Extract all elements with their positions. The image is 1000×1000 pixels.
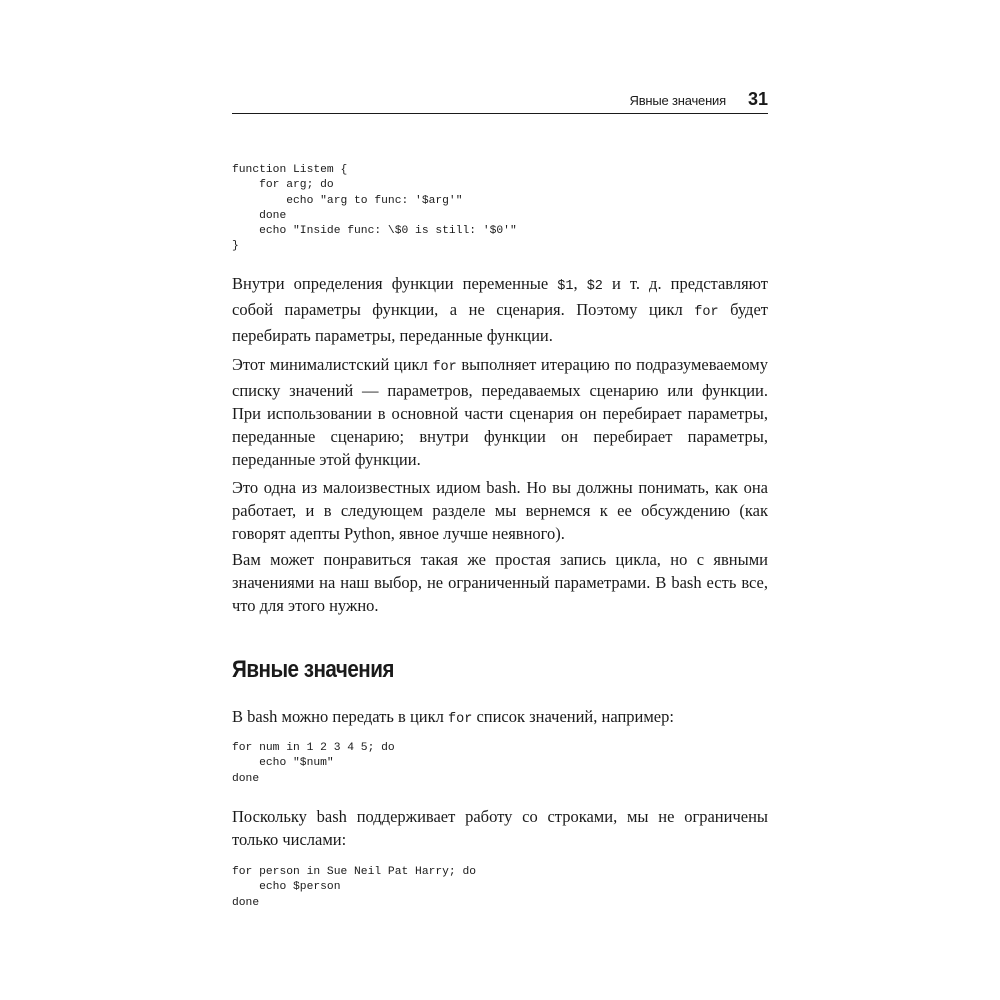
- running-head-title: Явные значения: [629, 93, 726, 108]
- text-run: и т. д. представляют собой параметры функции, а не сценария. Поэтому цикл: [232, 274, 768, 319]
- text-run: Внутри определения функции переменные: [232, 274, 558, 293]
- inline-code: for: [448, 712, 473, 727]
- paragraph-idiom: Это одна из малоизвестных идиом bash. Но вы должны понимать, как она работает, и в следующем разделе мы вернемся к ее обсуждению (как говорят адепты Python, явное лучше неявного).: [232, 478, 768, 543]
- running-head: [232, 88, 768, 114]
- text-run: список значений, например:: [472, 707, 674, 726]
- inline-code: $2: [586, 279, 603, 294]
- page-number: 31: [747, 89, 768, 109]
- code-block-listem: function Listem { for arg; do echo "arg to func: '$arg'" done echo "Inside func: \$0 is still: '$0'" }: [232, 164, 517, 253]
- text-run: выполняет итерацию по подразумеваемому списку значений — параметров, передаваемых сценарию или функции. При использовании в основной части сценария он перебирает параметры, переданные сценарию; внутри функции он перебирает параметры, переданные этой функции.: [232, 355, 768, 469]
- code-block-numbers: for num in 1 2 3 4 5; do echo "$num" done: [232, 742, 395, 785]
- inline-code: $1: [557, 279, 574, 294]
- paragraph-strings: Поскольку bash поддерживает работу со строками, мы не ограничены только числами:: [232, 807, 768, 849]
- text-run: Этот минималистский цикл: [232, 355, 433, 374]
- inline-code: for: [432, 360, 457, 375]
- inline-code: for: [694, 305, 719, 320]
- paragraph-minimal-loop: [232, 353, 768, 471]
- book-page: [232, 0, 768, 1000]
- text-run: В bash можно передать в цикл: [232, 707, 448, 726]
- code-block-persons: for person in Sue Neil Pat Harry; do echo $person done: [232, 866, 477, 909]
- text-run: будет перебирать параметры, переданные функции.: [232, 300, 768, 345]
- paragraph-explicit-values: Вам может понравиться такая же простая запись цикла, но с явными значениями на наш выбор, не ограниченный параметрами. В bash есть все, что для этого нужно.: [232, 550, 768, 615]
- section-heading: Явные значения: [232, 656, 394, 683]
- paragraph-function-params: [232, 272, 768, 347]
- text-run: ,: [573, 274, 587, 293]
- paragraph-bash-list: [232, 705, 768, 731]
